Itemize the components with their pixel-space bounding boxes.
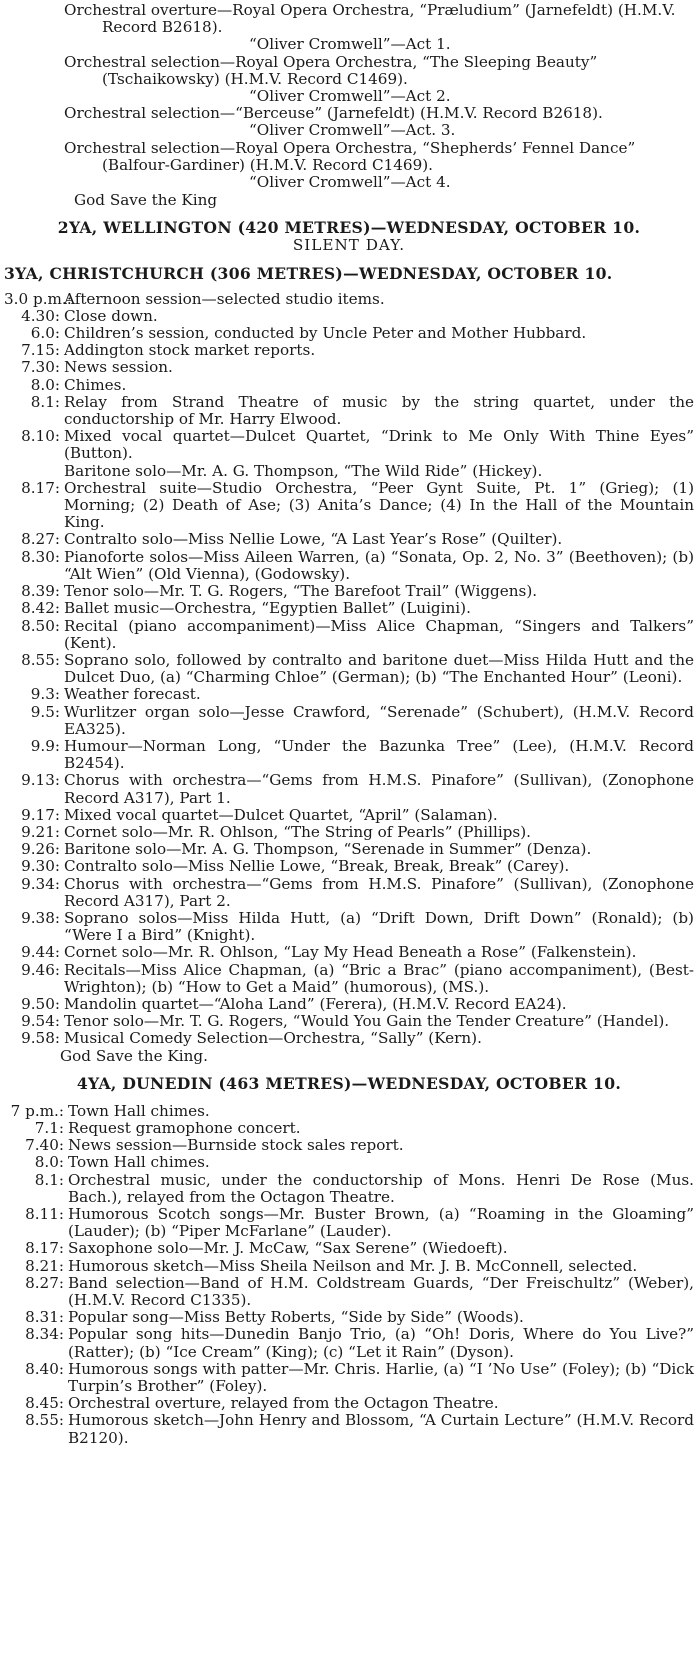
schedule-description: Humorous sketch—John Henry and Blossom, “A Curtain Lecture” (H.M.V. Record B2120). [68,1411,694,1447]
schedule-description: News session. [64,358,173,377]
schedule-row [4,996,694,1013]
schedule-time: 8.21: [25,1256,64,1275]
schedule-row [4,359,694,376]
schedule-row [4,1395,694,1412]
programme-list [4,291,694,1048]
schedule-description: Contralto solo—Miss Nellie Lowe, “Break, Break, Break” (Carey). [64,857,570,876]
schedule-description: Chorus with orchestra—“Gems from H.M.S. Pinafore” (Sullivan), (Zonophone Record A317), Part 2. [64,874,694,910]
closing-line: God Save the King. [60,1046,208,1065]
section-heading: 2YA, WELLINGTON (420 METRES)—WEDNESDAY, OCTOBER 10. [57,218,641,238]
schedule-row [4,1206,694,1240]
schedule-row [4,686,694,703]
schedule-row [4,291,694,308]
schedule-row [4,618,694,652]
schedule-description: Children’s session, conducted by Uncle Peter and Mother Hubbard. [64,324,587,343]
schedule-description: Request gramophone concert. [68,1118,301,1137]
schedule-row [4,583,694,600]
schedule-description: Soprano solos—Miss Hilda Hutt, (a) “Drift Down, Drift Down” (Ronald); (b) “Were I a Bird” (Knight). [64,908,694,945]
schedule-description: News session—Burnside stock sales report. [68,1136,404,1155]
schedule-time: 9.58: [21,1029,60,1048]
schedule-time: 9.21: [21,822,60,841]
programme-item: Orchestral overture—Royal Opera Orchestra, “Præludium” (Jarnefeldt) (H.M.V. Record B2618). [64,1,676,37]
schedule-time: 8.40: [25,1359,64,1378]
schedule-time: 8.30: [21,547,60,566]
schedule-description: Baritone solo—Mr. A. G. Thompson, “Serenade in Summer” (Denza). [64,840,592,859]
schedule-description: Mandolin quartet—“Aloha Land” (Ferera), (H.M.V. Record EA24). [64,994,567,1013]
silent-day-note: SILENT DAY. [292,236,406,255]
schedule-row [4,910,694,944]
schedule-time: 8.39: [21,582,60,601]
schedule-row [4,342,694,359]
schedule-description: Popular song—Miss Betty Roberts, “Side by Side” (Woods). [68,1308,524,1327]
schedule-description: Close down. [64,306,158,325]
schedule-description: Recital (piano accompaniment)—Miss Alice Chapman, “Singers and Talkers” (Kent). [64,616,694,652]
schedule-time: 9.38: [21,908,60,927]
schedule-time: 7.1: [34,1118,64,1137]
schedule-description: Humour—Norman Long, “Under the Bazunka Tree” (Lee), (H.M.V. Record B2454). [64,736,694,773]
section-heading: 3YA, CHRISTCHURCH (306 METRES)—WEDNESDAY, OCTOBER 10. [4,263,613,283]
schedule-time: 8.0: [34,1153,64,1172]
schedule-time: 9.9: [30,736,60,755]
schedule-time: 3.0 p.m.: [4,289,72,308]
schedule-description: Tenor solo—Mr. T. G. Rogers, “The Barefoot Trail” (Wiggens). [64,582,538,601]
schedule-time: 9.13: [21,771,60,790]
section-2ya [4,219,694,254]
schedule-time: 9.46: [21,960,60,979]
schedule-time: 7 p.m.: [10,1101,64,1120]
schedule-row [4,962,694,996]
schedule-row [4,1240,694,1257]
schedule-row [4,1137,694,1154]
schedule-row [4,738,694,772]
schedule-time: 8.10: [21,427,60,446]
schedule-row [4,652,694,686]
schedule-row [4,944,694,961]
schedule-time: 8.42: [21,599,60,618]
schedule-row [4,876,694,910]
schedule-time: 8.34: [25,1325,64,1344]
schedule-time: 8.1: [30,392,60,411]
schedule-row [4,1120,694,1137]
schedule-time: 9.17: [21,805,60,824]
schedule-description: Orchestral suite—Studio Orchestra, “Peer Gynt Suite, Pt. 1” (Grieg); (1) Morning; (2) Death of Ase; (3) Anita’s Dance; (4) In the Hall of the Mountain King. [64,478,694,532]
section-4ya [4,1075,694,1447]
schedule-row [4,428,694,462]
schedule-description: Wurlitzer organ solo—Jesse Crawford, “Serenade” (Schubert), (H.M.V. Record EA325). [64,702,694,738]
schedule-row [4,325,694,342]
schedule-description: Popular song hits—Dunedin Banjo Trio, (a) “Oh! Doris, Where do You Live?” (Ratter); (b) “Ice Cream” (King); (c) “Let it Rain” (Dyson). [68,1325,694,1361]
programme-subitem: “Oliver Cromwell”—Act. 3. [249,121,456,140]
schedule-description: Saxophone solo—Mr. J. McCaw, “Sax Serene” (Wiedoeft). [68,1239,508,1258]
schedule-description: Pianoforte solos—Miss Aileen Warren, (a) “Sonata, Op. 2, No. 3” (Beethoven); (b) “Alt Wien” (Old Vienna), (Godowsky). [64,547,694,583]
schedule-time: 8.27: [25,1273,64,1292]
schedule-time: 8.45: [25,1394,64,1413]
schedule-description: Humorous Scotch songs—Mr. Buster Brown, (a) “Roaming in the Gloaming” (Lauder); (b) “Piper McFarlane” (Lauder). [68,1205,694,1241]
schedule-description: Humorous songs with patter—Mr. Chris. Harlie, (a) “I ’No Use” (Foley); (b) “Dick Turpin’s Brother” (Foley). [68,1359,694,1396]
schedule-time: 9.54: [21,1012,60,1031]
schedule-description: Band selection—Band of H.M. Coldstream Guards, “Der Freischultz” (Weber), (H.M.V. Record C1335). [68,1273,694,1310]
schedule-time: 4.30: [21,306,60,325]
schedule-row [4,1361,694,1395]
schedule-row [4,480,694,532]
top-section [4,2,694,209]
schedule-row [4,704,694,738]
schedule-row [4,1030,694,1047]
schedule-description: Mixed vocal quartet—Dulcet Quartet, “April” (Salaman). [64,805,498,824]
schedule-description: Tenor solo—Mr. T. G. Rogers, “Would You Gain the Tender Creature” (Handel). [64,1012,670,1031]
schedule-extra: Baritone solo—Mr. A. G. Thompson, “The Wild Ride” (Hickey). [64,461,543,480]
schedule-time: 7.15: [21,341,60,360]
schedule-row [4,600,694,617]
section-heading: 4YA, DUNEDIN (463 METRES)—WEDNESDAY, OCTOBER 10. [76,1073,622,1093]
schedule-row [4,394,694,428]
schedule-time: 9.34: [21,874,60,893]
schedule-time: 9.30: [21,857,60,876]
schedule-row [4,1258,694,1275]
schedule-time: 8.11: [25,1205,64,1223]
schedule-description: Musical Comedy Selection—Orchestra, “Sally” (Kern). [64,1029,482,1048]
schedule-row [4,308,694,325]
schedule-row [4,1103,694,1120]
schedule-description: Mixed vocal quartet—Dulcet Quartet, “Drink to Me Only With Thine Eyes” (Button). [64,427,694,463]
programme-subitem: “Oliver Cromwell”—Act 2. [249,87,451,106]
schedule-time: 9.3: [30,685,60,704]
schedule-row [4,1275,694,1309]
section-3ya [4,265,694,1065]
schedule-time: 8.17: [25,1239,64,1258]
schedule-time: 8.1: [34,1170,64,1189]
schedule-row [4,824,694,841]
schedule-description: Cornet solo—Mr. R. Ohlson, “The String of Pearls” (Phillips). [64,822,531,841]
programme-subitem: “Oliver Cromwell”—Act 4. [249,173,451,192]
schedule-time: 8.50: [21,616,60,635]
schedule-time: 8.55: [25,1411,64,1430]
schedule-time: 9.50: [21,994,60,1013]
schedule-description: Town Hall chimes. [68,1101,210,1120]
closing-line: God Save the King [74,191,218,210]
schedule-row [4,1013,694,1030]
schedule-time: 8.55: [21,650,60,669]
schedule-description: Town Hall chimes. [68,1153,210,1172]
schedule-row [4,531,694,548]
programme-list [4,1103,694,1447]
schedule-time: 9.44: [21,943,60,962]
schedule-description: Weather forecast. [64,685,201,704]
schedule-time: 8.0: [30,375,60,394]
schedule-description: Cornet solo—Mr. R. Ohlson, “Lay My Head Beneath a Rose” (Falkenstein). [64,943,637,962]
schedule-time: 9.5: [30,702,60,721]
programme-item: Orchestral selection—Royal Opera Orchestra, “The Sleeping Beauty” (Tschaikowsky) (H.M.V. Record C1469). [64,52,598,88]
schedule-time: 9.26: [21,840,60,859]
schedule-description: Ballet music—Orchestra, “Egyptien Ballet” (Luigini). [64,599,471,618]
schedule-row [4,1172,694,1206]
schedule-description: Recitals—Miss Alice Chapman, (a) “Bric a Brac” (piano accompaniment), (Best-Wrighton); (b) “How to Get a Maid” (humorous), (MS.). [64,960,694,996]
schedule-description: Chimes. [64,375,127,394]
schedule-time: 8.31: [25,1308,64,1327]
schedule-description: Contralto solo—Miss Nellie Lowe, “A Last Year’s Rose” (Quilter). [64,530,563,549]
schedule-row [4,1412,694,1446]
schedule-description: Orchestral overture, relayed from the Octagon Theatre. [68,1394,499,1413]
programme-subitem: “Oliver Cromwell”—Act 1. [249,35,451,54]
schedule-row [4,1326,694,1360]
schedule-row [4,1309,694,1326]
schedule-description: Afternoon session—selected studio items. [64,289,385,308]
schedule-time: 7.30: [21,358,60,377]
schedule-row [4,807,694,824]
schedule-row [4,549,694,583]
schedule-time: 6.0: [30,324,60,343]
programme-item: Orchestral selection—Royal Opera Orchestra, “Shepherds’ Fennel Dance” (Balfour-Gardiner) (H.M.V. Record C1469). [64,138,636,174]
schedule-row [4,1154,694,1171]
schedule-row [4,772,694,806]
schedule-description: Orchestral music, under the conductorship of Mons. Henri De Rose (Mus. Bach.), relayed from the Octagon Theatre. [68,1170,694,1206]
schedule-description: Relay from Strand Theatre of music by the string quartet, under the conductorship of Mr. Harry Elwood. [64,392,694,429]
schedule-time: 8.17: [21,478,60,497]
schedule-time: 7.40: [25,1136,64,1155]
schedule-description: Chorus with orchestra—“Gems from H.M.S. Pinafore” (Sullivan), (Zonophone Record A317), Part 1. [64,771,694,807]
schedule-row [4,858,694,875]
schedule-time: 8.27: [21,530,60,549]
schedule-description: Humorous sketch—Miss Sheila Neilson and Mr. J. B. McConnell, selected. [68,1256,638,1275]
schedule-description: Soprano solo, followed by contralto and baritone duet—Miss Hilda Hutt and the Dulcet Duo, (a) “Charming Chloe” (German); (b) “The Enchanted Hour” (Leoni). [64,650,694,687]
schedule-row [4,377,694,394]
schedule-description: Addington stock market reports. [64,341,316,360]
programme-item: Orchestral selection—“Berceuse” (Jarnefeldt) (H.M.V. Record B2618). [64,104,603,123]
schedule-row [4,841,694,858]
